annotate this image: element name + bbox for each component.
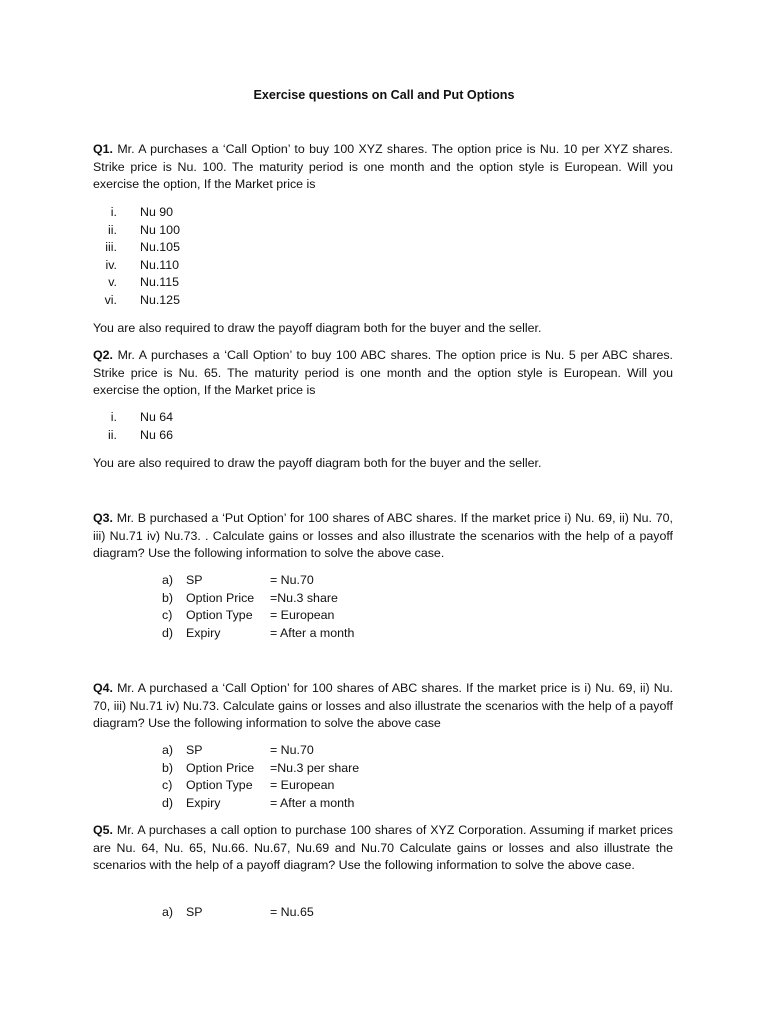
list-item-number: iii. bbox=[105, 240, 117, 255]
list-item-value: = After a month bbox=[270, 795, 355, 810]
q1-paragraph bbox=[93, 141, 673, 194]
list-item bbox=[162, 760, 462, 778]
list-item bbox=[162, 572, 462, 590]
q5-info-list bbox=[162, 904, 462, 922]
list-item-number: i. bbox=[110, 410, 117, 424]
q4-paragraph bbox=[93, 680, 673, 733]
document-title: Exercise questions on Call and Put Options bbox=[253, 88, 515, 102]
q3-number: Q3. bbox=[93, 511, 113, 525]
list-item-number: i. bbox=[110, 205, 117, 219]
list-item bbox=[93, 427, 393, 445]
q3-info-list bbox=[162, 572, 462, 642]
list-item-number: ii. bbox=[108, 222, 117, 237]
q2-price-list bbox=[93, 409, 393, 444]
list-item-label: SP bbox=[186, 573, 203, 587]
q5-number: Q5. bbox=[93, 823, 113, 837]
list-item-number: b) bbox=[162, 590, 174, 605]
list-item-number: v. bbox=[108, 275, 117, 290]
list-item bbox=[162, 795, 462, 813]
list-item bbox=[93, 257, 393, 275]
q5-text: Mr. A purchases a call option to purchase 100 shares of XYZ Corporation. Assuming if market prices are Nu. 64, Nu. 65, Nu.66. Nu.67, Nu.69 and Nu.70 Calculate gains or losses and also illustrate the scenarios with the help of a payoff diagram? Use the following information to solve the above case. bbox=[93, 823, 673, 873]
list-item-number: d) bbox=[162, 625, 174, 640]
list-item-number: c) bbox=[162, 778, 173, 793]
list-item-label: Option Price bbox=[186, 590, 255, 605]
list-item-label: Option Type bbox=[186, 778, 253, 793]
list-item-value: =Nu.3 share bbox=[270, 590, 338, 605]
list-item-number: b) bbox=[162, 760, 174, 775]
list-item-label: Option Price bbox=[186, 760, 255, 775]
list-item-number: a) bbox=[162, 573, 174, 587]
q1-note: You are also required to draw the payoff diagram both for the buyer and the seller. bbox=[93, 321, 542, 335]
list-item-value: Nu 90 bbox=[140, 205, 174, 219]
q3-paragraph bbox=[93, 510, 673, 563]
list-item-value: = After a month bbox=[270, 625, 355, 640]
list-item-value: Nu.110 bbox=[140, 257, 180, 272]
q4-number: Q4. bbox=[93, 681, 113, 695]
list-item-number: a) bbox=[162, 905, 174, 919]
q4-info-list bbox=[162, 742, 462, 812]
list-item bbox=[93, 292, 393, 310]
list-item-value: Nu.105 bbox=[140, 240, 180, 255]
list-item bbox=[93, 204, 393, 222]
list-item-label: Option Type bbox=[186, 608, 253, 623]
list-item-value: =Nu.3 per share bbox=[270, 760, 360, 775]
list-item-label: SP bbox=[186, 743, 203, 757]
list-item-value: = European bbox=[270, 778, 335, 793]
list-item-label: Expiry bbox=[186, 795, 221, 810]
list-item-number: c) bbox=[162, 608, 173, 623]
list-item bbox=[162, 590, 462, 608]
list-item bbox=[93, 239, 393, 257]
list-item-value: Nu 64 bbox=[140, 410, 174, 424]
list-item-number: d) bbox=[162, 795, 174, 810]
list-item-value: = European bbox=[270, 608, 335, 623]
list-item bbox=[162, 742, 462, 760]
list-item-value: Nu.125 bbox=[140, 292, 180, 307]
q2-number: Q2. bbox=[93, 348, 113, 362]
list-item bbox=[162, 904, 462, 922]
q2-paragraph bbox=[93, 347, 673, 400]
list-item bbox=[162, 625, 462, 643]
q3-text: Mr. B purchased a ‘Put Option’ for 100 shares of ABC shares. If the market price i) Nu. 69, ii) Nu. 70, iii) Nu.71 iv) Nu.73. . Calculate gains or losses and also illustrate the scenarios with the help of a payoff diagram? Use the following information to solve the above case. bbox=[93, 511, 673, 561]
list-item-number: ii. bbox=[108, 427, 117, 442]
list-item-value: = Nu.70 bbox=[270, 573, 314, 587]
list-item-number: iv. bbox=[105, 257, 117, 272]
list-item bbox=[93, 409, 393, 427]
q1-price-list bbox=[93, 204, 393, 310]
list-item-value: Nu 66 bbox=[140, 427, 174, 442]
list-item-number: a) bbox=[162, 743, 174, 757]
q1-number: Q1. bbox=[93, 142, 113, 156]
q5-paragraph bbox=[93, 822, 673, 875]
q1-text: Mr. A purchases a ‘Call Option’ to buy 100 XYZ shares. The option price is Nu. 10 per XYZ shares. Strike price is Nu. 100. The maturity period is one month and the option style is European. Will you exercise the option, If the Market price is bbox=[93, 142, 673, 192]
list-item bbox=[162, 777, 462, 795]
list-item-label: SP bbox=[186, 905, 203, 919]
list-item bbox=[93, 222, 393, 240]
list-item-value: Nu 100 bbox=[140, 222, 180, 237]
list-item-value: = Nu.70 bbox=[270, 743, 314, 757]
list-item bbox=[162, 607, 462, 625]
list-item-value: Nu.115 bbox=[140, 275, 180, 290]
list-item bbox=[93, 274, 393, 292]
list-item-label: Expiry bbox=[186, 625, 221, 640]
q4-text: Mr. A purchased a ‘Call Option’ for 100 shares of ABC shares. If the market price is i) Nu. 69, ii) Nu. 70, iii) Nu.71 iv) Nu.73. Calculate gains or losses and also illustrate the scenarios with the help of a payoff diagram? Use the following information to solve the above case bbox=[93, 681, 673, 731]
q2-text: Mr. A purchases a ‘Call Option’ to buy 100 ABC shares. The option price is Nu. 5 per ABC shares. Strike price is Nu. 65. The maturity period is one month and the option style is European. Will you exercise the option, If the Market price is bbox=[93, 348, 673, 398]
list-item-value: = Nu.65 bbox=[270, 905, 314, 919]
q2-note: You are also required to draw the payoff diagram both for the buyer and the seller. bbox=[93, 456, 542, 470]
list-item-number: vi. bbox=[104, 292, 117, 307]
